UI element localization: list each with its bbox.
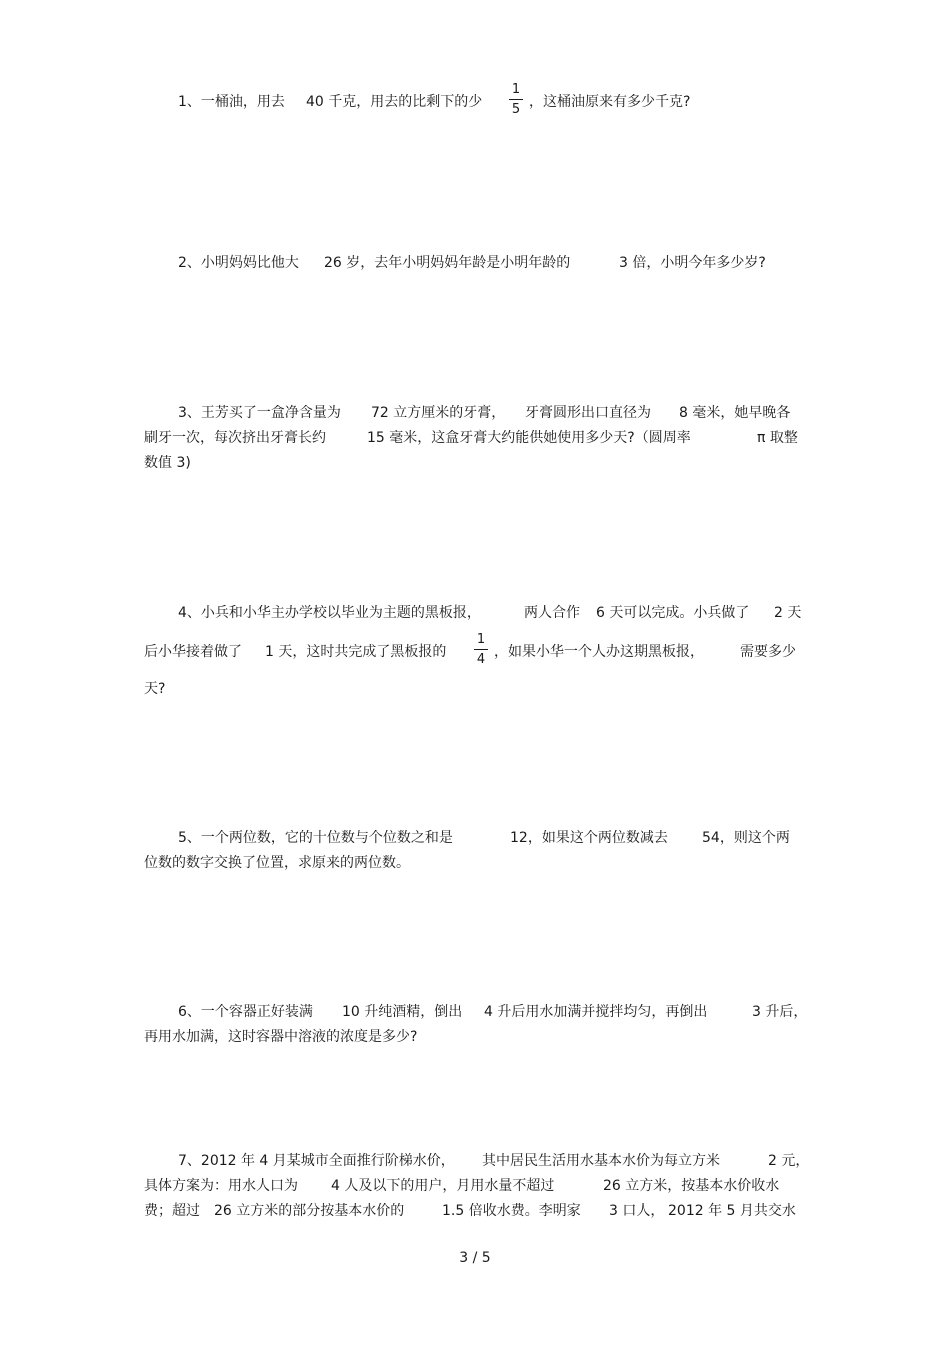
problem-7-l3d: 3 口人， [609, 1203, 665, 1219]
problem-3-l2a: 刷牙一次，每次挤出牙膏长约 [144, 430, 326, 446]
problem-3-l3: 数值 3) [144, 455, 191, 471]
problem-5-l1b: 12，如果这个两位数减去 [510, 830, 668, 846]
problem-4-l2c: ，如果小华一个人办这期黑板报， [494, 644, 704, 660]
problem-6-l2: 再用水加满，这时容器中溶液的浓度是多少? [144, 1029, 418, 1045]
problem-7-l1b: 其中居民生活用水基本水价为每立方米 [482, 1153, 720, 1169]
problem-4-l2b: 1 天，这时共完成了黑板报的 [265, 644, 447, 660]
problem-6-line-1 [0, 1002, 950, 1022]
problem-4-l1c: 6 天可以完成。小兵做了 [596, 605, 750, 621]
problem-5-l1a: 5、一个两位数，它的十位数与个位数之和是 [178, 830, 453, 846]
problem-6-l1c: 4 升后用水加满并搅拌均匀，再倒出 [484, 1004, 708, 1020]
problem-7-l3b: 26 立方米的部分按基本水价的 [214, 1203, 405, 1219]
problem-4-l2d: 需要多少 [740, 644, 796, 660]
problem-3-l1c: 牙膏圆形出口直径为 [525, 405, 651, 421]
problem-7-l2a: 具体方案为：用水人口为 [144, 1178, 298, 1194]
problem-3-l1b: 72 立方厘米的牙膏， [371, 405, 506, 421]
problem-4-l1a: 4、小兵和小华主办学校以毕业为主题的黑板报， [178, 605, 481, 621]
problem-7-line-1 [0, 1151, 950, 1171]
problem-2-text-a: 2、小明妈妈比他大 [178, 255, 299, 271]
problem-6-line-2 [0, 1027, 950, 1047]
problem-5-line-1 [0, 828, 950, 848]
problem-4-line-2 [0, 632, 950, 667]
problem-2 [0, 253, 950, 273]
problem-7-l1c: 2 元， [768, 1153, 810, 1169]
problem-3-l1a: 3、王芳买了一盒净含量为 [178, 405, 341, 421]
problem-1-text-a: 1、一桶油，用去 [178, 94, 285, 110]
problem-3-l2c: π 取整 [757, 430, 798, 446]
problem-7-l2c: 26 立方米，按基本水价收水 [603, 1178, 780, 1194]
problem-7-line-3 [0, 1201, 950, 1221]
fraction-numerator: 1 [511, 82, 521, 97]
problem-7-l2b: 4 人及以下的用户，月用水量不超过 [331, 1178, 555, 1194]
fraction-one-fifth [509, 82, 523, 117]
problem-3-line-3 [0, 453, 950, 473]
problem-5-line-2 [0, 853, 950, 873]
problem-4-l2a: 后小华接着做了 [144, 644, 242, 660]
fraction-bar [474, 649, 488, 650]
problem-7-line-2 [0, 1176, 950, 1196]
problem-1 [0, 82, 950, 117]
problem-4-l1d: 2 天 [774, 605, 802, 621]
problem-6-l1d: 3 升后， [752, 1004, 808, 1020]
problem-4-line-3 [0, 679, 950, 699]
fraction-denominator: 4 [476, 652, 486, 667]
problem-4-l3: 天? [144, 681, 166, 697]
problem-3-line-2 [0, 428, 950, 448]
fraction-numerator: 1 [476, 632, 486, 647]
problem-2-text-b: 26 岁，去年小明妈妈年龄是小明年龄的 [324, 255, 571, 271]
problem-7-l1a: 7、2012 年 4 月某城市全面推行阶梯水价， [178, 1153, 455, 1169]
problem-4-line-1 [0, 603, 950, 623]
problem-5-l1c: 54，则这个两 [702, 830, 790, 846]
problem-3-line-1 [0, 403, 950, 423]
problem-2-text-c: 3 倍，小明今年多少岁? [619, 255, 766, 271]
problem-5-l2: 位数的数字交换了位置，求原来的两位数。 [144, 855, 410, 871]
problem-7-l3e: 2012 年 5 月共交水 [668, 1203, 796, 1219]
problem-7-l3a: 费；超过 [144, 1203, 200, 1219]
problem-3-l2b: 15 毫米，这盒牙膏大约能供她使用多少天?（圆周率 [367, 430, 691, 446]
page-number: 3 / 5 [459, 1250, 491, 1266]
fraction-denominator: 5 [511, 102, 521, 117]
fraction-one-fourth [474, 632, 488, 667]
problem-3-l1d: 8 毫米，她早晚各 [679, 405, 791, 421]
problem-4-l1b: 两人合作 [524, 605, 580, 621]
problem-1-text-c: ，这桶油原来有多少千克? [529, 94, 691, 110]
fraction-bar [509, 99, 523, 100]
problem-6-l1a: 6、一个容器正好装满 [178, 1004, 313, 1020]
problem-6-l1b: 10 升纯酒精，倒出 [342, 1004, 463, 1020]
problem-1-text-b: 40 千克，用去的比剩下的少 [306, 94, 483, 110]
problem-7-l3c: 1.5 倍收水费。李明家 [442, 1203, 581, 1219]
